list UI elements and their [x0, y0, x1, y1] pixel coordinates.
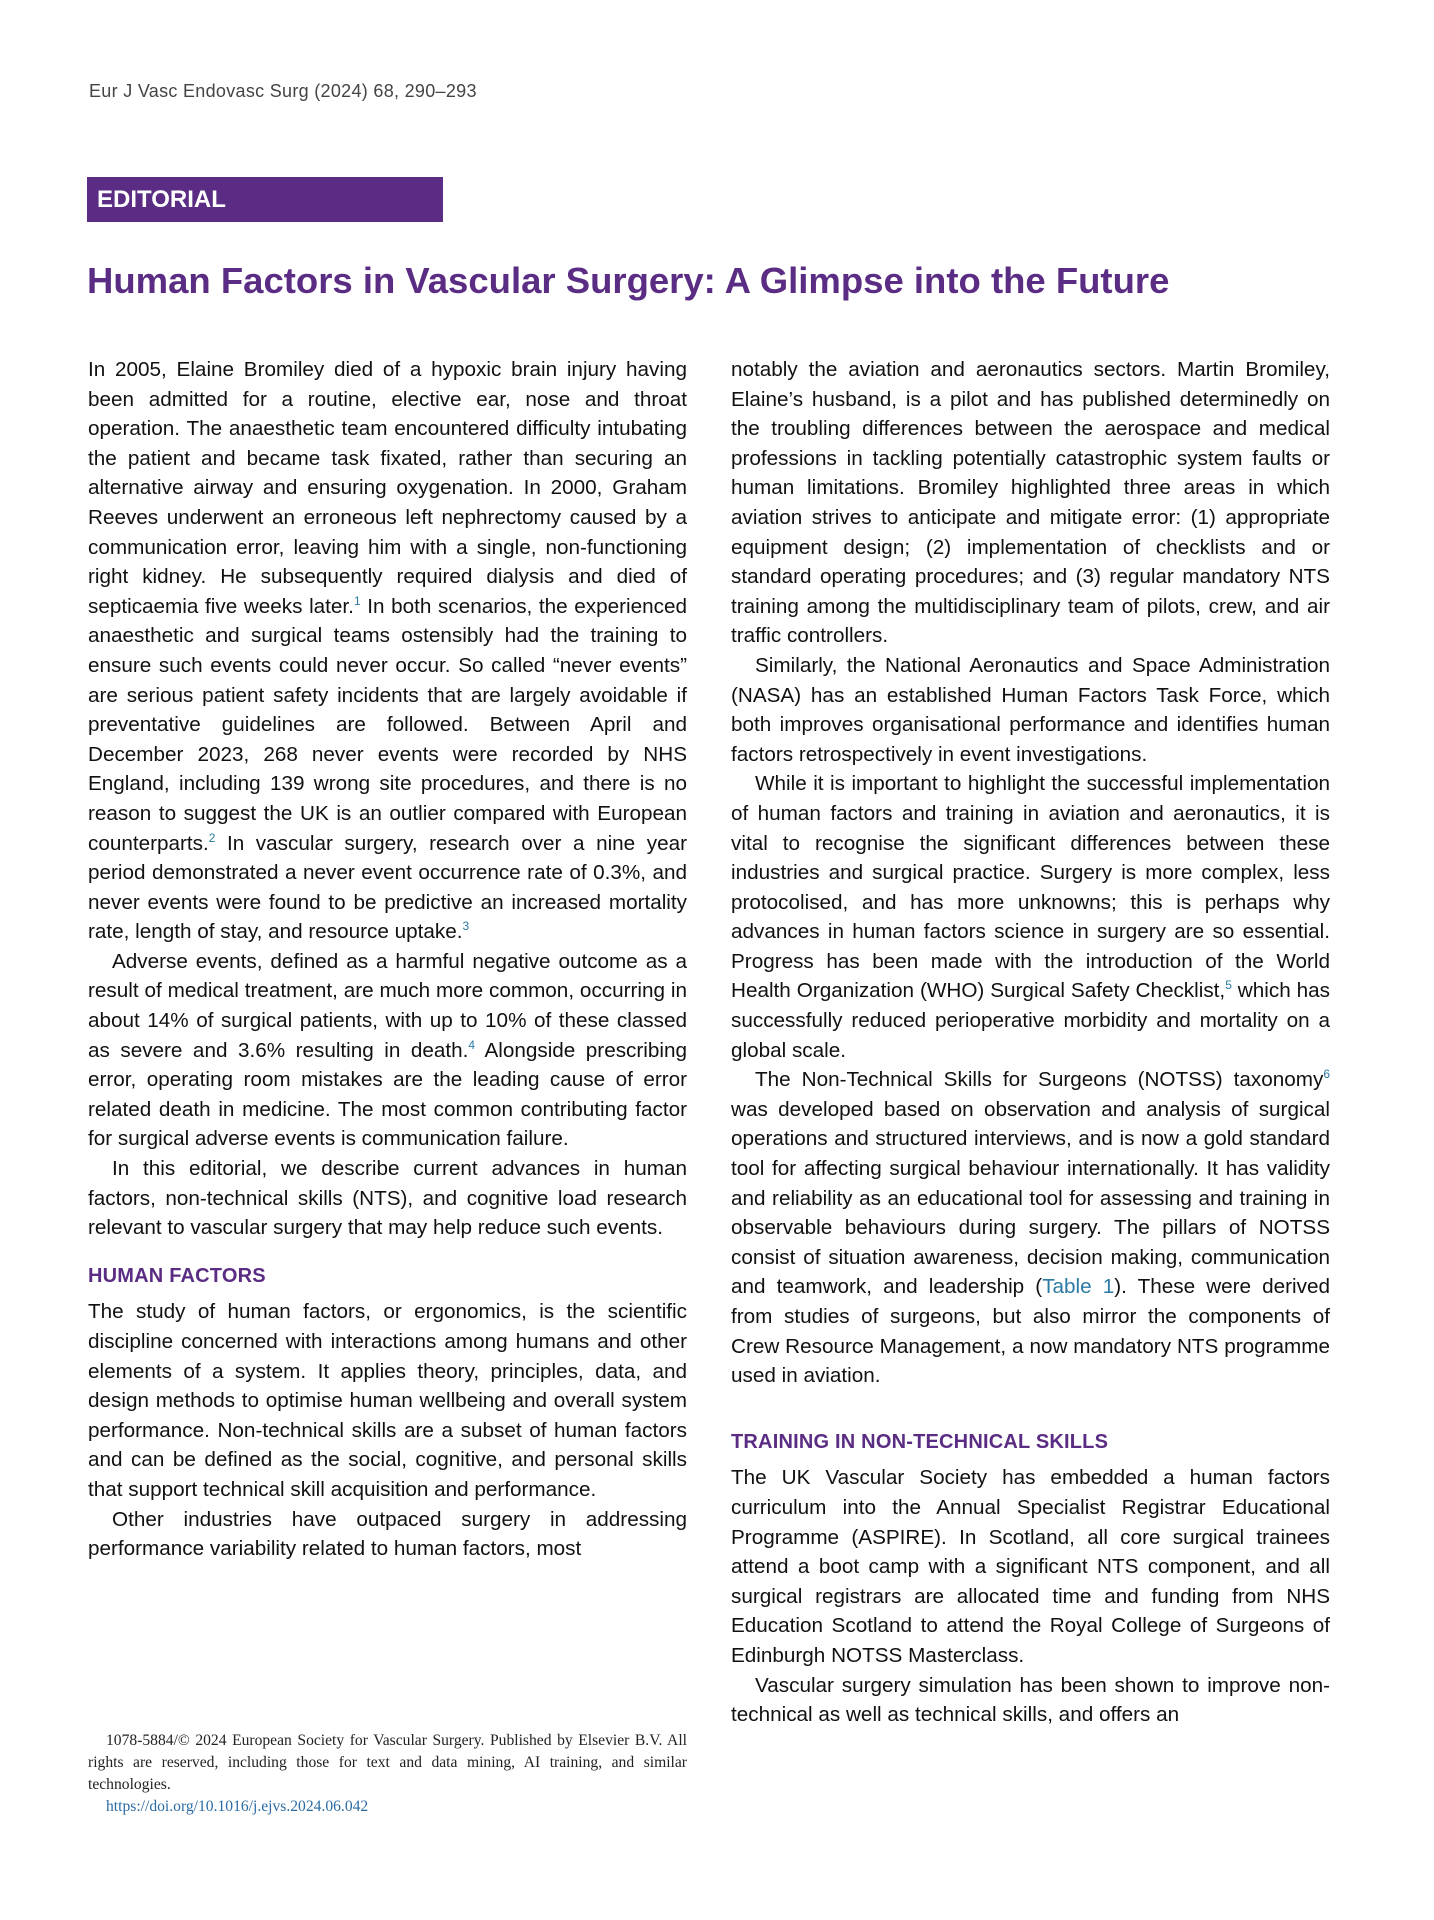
- adverse-events-text-part-1: Adverse events, defined as a harmful negative outcome as a result of medical treatment, are much more common, occurring in about 14% of surgical patients, with up to 10% of these classed as severe and 3.6% resulting in death.: [88, 949, 687, 1062]
- heading-human-factors: HUMAN FACTORS: [88, 1264, 266, 1287]
- aviation-paragraph: notably the aviation and aeronautics sectors. Martin Bromiley, Elaine’s husband, is a pilot and has published determinedly on the troubling differences between the aerospace and medical professions in tackling potentially catastrophic system faults or human limitations. Bromiley highlighted three areas in which aviation strives to anticipate and mitigate error: (1) appropriate equipment design; (2) implementation of checklists and or standard operating procedures; and (3) regular mandatory NTS training among the multidisciplinary team of pilots, crew, and air traffic controllers.: [731, 358, 1330, 648]
- intro-text-part-2: In both scenarios, the experienced anaesthetic and surgical teams ostensibly had the training to ensure such events could never occur. So called “never events” are serious patient safety incidents that are largely avoidable if preventative guidelines are followed. Between April and December 2023, 268 never events were recorded by NHS England, including 139 wrong site procedures, and there is no reason to suggest the UK is an outlier compared with European counterparts.: [88, 594, 688, 855]
- reference-2-link[interactable]: 2: [208, 830, 216, 845]
- surgical-differences-text-part-2: which has successfully reduced perioperative morbidity and mortality on a global scale.: [731, 979, 1330, 1062]
- copyright-text: 1078-5884/© 2024 European Society for Vascular Surgery. Published by Elsevier B.V. All rights are reserved, including those for text and data mining, AI training, and similar technologies.: [88, 1732, 687, 1793]
- notss-text-part-2: was developed based on observation and analysis of surgical operations and structured interviews, and is now a gold standard tool for affecting surgical behaviour internationally. It has validity and reliability as an educational tool for assessing and training in observable behaviours during surgery. The pillars of NOTSS consist of situation awareness, decision making, communication and teamwork, and leadership (: [731, 1097, 1330, 1299]
- adverse-events-paragraph: [88, 947, 687, 1154]
- left-column: [88, 355, 687, 1564]
- table-1-link[interactable]: Table 1: [1042, 1275, 1115, 1299]
- uk-training-paragraph: The UK Vascular Society has embedded a human factors curriculum into the Annual Specialist Registrar Educational Programme (ASPIRE). In Scotland, all core surgical trainees attend a boot camp with a significant NTS component, and all surgical registrars are allocated time and funding from NHS Education Scotland to attend the Royal College of Surgeons of Edinburgh NOTSS Masterclass.: [731, 1466, 1330, 1667]
- intro-paragraph: [88, 355, 687, 947]
- reference-1-link[interactable]: 1: [353, 593, 361, 608]
- reference-5-link[interactable]: 5: [1225, 978, 1232, 993]
- surgical-differences-text-part-1: While it is important to highlight the successful implementation of human factors and training in aviation and aeronautics, it is vital to recognise the significant differences between these industries and surgical practice. Surgery is more complex, less protocolised, and has more unknowns; this is perhaps why advances in human factors science in surgery are so essential. Progress has been made with the introduction of the World Health Organization (WHO) Surgical Safety Checklist,: [731, 772, 1330, 1003]
- reference-3-link[interactable]: 3: [462, 919, 470, 934]
- simulation-paragraph: Vascular surgery simulation has been shown to improve non-technical as well as technical skills, and offers an: [731, 1673, 1330, 1727]
- adverse-events-text-part-2: Alongside prescribing error, operating room mistakes are the leading cause of error related death in medicine. The most common contributing factor for surgical adverse events is communication failure.: [88, 1038, 687, 1151]
- intro-text-part-3: In vascular surgery, research over a nine year period demonstrated a never event occurrence rate of 0.3%, and never events were found to be predictive an increased mortality rate, length of stay, and resource uptake.: [88, 831, 687, 944]
- reference-6-link[interactable]: 6: [1323, 1067, 1330, 1082]
- reference-4-link[interactable]: 4: [468, 1037, 476, 1052]
- notss-paragraph: [731, 1065, 1330, 1391]
- heading-training-non-technical-skills: TRAINING IN NON-TECHNICAL SKILLS: [731, 1430, 1109, 1453]
- notss-text-part-3: ). These were derived from studies of surgeons, but also mirror the components of Crew Resource Management, a now mandatory NTS programme used in aviation.: [731, 1275, 1330, 1388]
- nasa-paragraph: Similarly, the National Aeronautics and Space Administration (NASA) has an established Human Factors Task Force, which both improves organisational performance and identifies human factors retrospectively in event investigations.: [731, 653, 1330, 766]
- intro-text-part-1: In 2005, Elaine Bromiley died of a hypoxic brain injury having been admitted for a routine, elective ear, nose and throat operation. The anaesthetic team encountered difficulty intubating the patient and became task fixated, rather than securing an alternative airway and ensuring oxygenation. In 2000, Graham Reeves underwent an erroneous left nephrectomy caused by a communication error, leaving him with a single, non-functioning right kidney. He subsequently required dialysis and died of septicaemia five weeks later.: [88, 358, 687, 618]
- doi-link[interactable]: https://doi.org/10.1016/j.ejvs.2024.06.042: [106, 1798, 369, 1815]
- article-title: Human Factors in Vascular Surgery: A Glimpse into the Future: [87, 260, 1170, 301]
- section-label-banner: EDITORIAL: [87, 177, 443, 222]
- human-factors-definition-paragraph: The study of human factors, or ergonomics, is the scientific discipline concerned with interactions among humans and other elements of a system. It applies theory, principles, data, and design methods to optimise human wellbeing and overall system performance. Non-technical skills are a subset of human factors and can be defined as the social, cognitive, and personal skills that support technical skill acquisition and performance.: [88, 1300, 687, 1501]
- right-column: [731, 355, 1330, 1730]
- journal-reference: Eur J Vasc Endovasc Surg (2024) 68, 290–293: [89, 81, 477, 101]
- surgical-differences-paragraph: [731, 769, 1330, 1065]
- copyright-footnote: [88, 1730, 687, 1818]
- editorial-scope-paragraph: In this editorial, we describe current advances in human factors, non-technical skills (NTS), and cognitive load research relevant to vascular surgery that may help reduce such events.: [88, 1157, 687, 1240]
- notss-text-part-1: The Non-Technical Skills for Surgeons (NOTSS) taxonomy: [755, 1068, 1324, 1092]
- other-industries-paragraph: Other industries have outpaced surgery in addressing performance variability related to human factors, most: [88, 1507, 687, 1561]
